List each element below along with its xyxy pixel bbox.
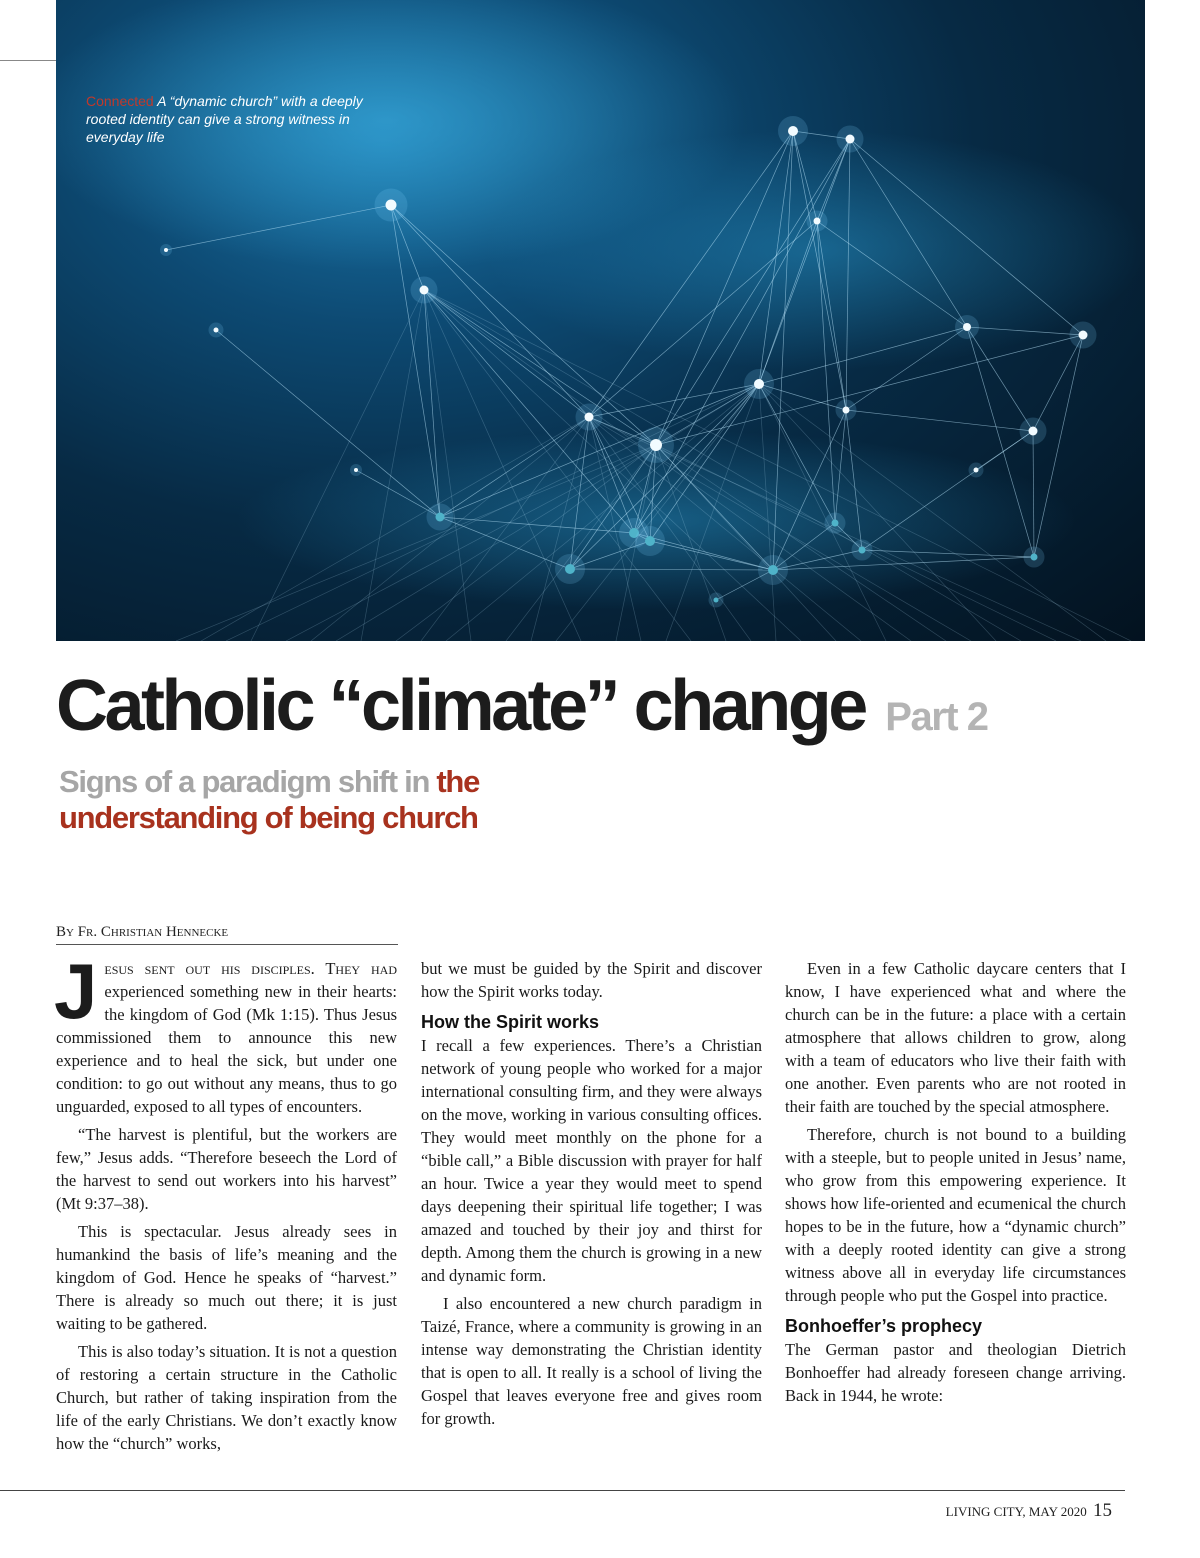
network-node [974,468,979,473]
caption-text: A “dynamic church” with a deeply rooted identity can give a strong witness in everyday life [86,93,363,145]
network-node [1031,554,1038,561]
column-3 [785,957,1126,1412]
network-node [354,468,358,472]
network-node [650,439,662,451]
network-edge [589,384,759,417]
caption-keyword: Connected [86,93,154,109]
article-subtitle [59,764,619,836]
subtitle-grey: Signs of a paradigm shift in [59,764,437,799]
article-title [56,664,987,759]
network-node [436,513,445,522]
network-node [832,520,839,527]
column-2 [421,957,762,1435]
network-node [645,536,655,546]
network-node [214,328,219,333]
network-node [963,323,971,331]
paragraph: I also encountered a new church paradigm in Taizé, France, where a community is growing in an intense way demonstrating the Christian identity that is open to all. It really is a school of living the Gospel that leaves everyone free and gives room for growth. [421,1294,762,1428]
network-node [386,200,397,211]
paragraph: I recall a few experiences. There’s a Christian network of young people who worked for a major international consulting firm, and they were always on the move, working in various consulting offices. They would meet monthly on the phone for a “bible call,” a Bible discussion with prayer for half an hour. Twice a year they would meet to spend days deepening their spiritual life together; I was amazed and touched by their joy and thirst for depth. Among them the church is growing in a new and dynamic form. [421,1036,762,1285]
lead-in: esus sent out his disciples. They had [104,959,397,978]
article-part-label: Part 2 [885,695,988,739]
paragraph: This is also today’s situation. It is not a question of restoring a certain structure in the Catholic Church, but rather of taking inspiration from the life of the early Christians. We don’t exactly know how the “church” works, [56,1342,397,1453]
paragraph: The German pastor and theologian Dietrich Bonhoeffer had already foreseen change arriving. Back in 1944, he wrote: [785,1340,1126,1405]
page-number: 15 [1093,1500,1112,1521]
paragraph: but we must be guided by the Spirit and discover how the Spirit works today. [421,959,762,1001]
network-node [714,598,719,603]
article-title-text: Catholic “climate” change [56,666,865,746]
section-heading: Bonhoeffer’s prophecy [785,1316,983,1336]
network-edge [1033,335,1083,431]
paragraph: Even in a few Catholic daycare centers that I know, I have experienced what and where the church can be in the future: a place with a certain atmosphere that allows children to grow, along with a team of educators who live their faith with one another. Even parents who are not rooted in their faith are touched by the special atmosphere. [785,959,1126,1116]
drop-cap: J [54,947,98,1035]
footer-rule [0,1490,1125,1491]
page-footer [946,1500,1112,1523]
network-node [843,407,850,414]
network-node [788,126,798,136]
network-node [164,248,168,252]
hero-image [56,0,1145,641]
subtitle-red: the understanding of being church [59,764,480,835]
network-node [1079,331,1088,340]
paragraph: Therefore, church is not bound to a building with a steeple, but to people united in Jesus’ name, who grow from this empowering experience. It shows how life-oriented and ecumenical the church hopes to be in the future, how a “dynamic church” with a deeply rooted identity can give a strong witness above all in everyday life circumstances through people who put the Gospel into practice. [785,1125,1126,1305]
network-node [754,379,764,389]
network-node [1029,427,1038,436]
column-1 [54,947,397,1460]
publication-name: LIVING CITY, MAY 2020 [945,1504,1087,1519]
paragraph: This is spectacular. Jesus already sees in humankind the basis of life’s meaning and the kingdom of God. Hence he speaks of “harvest.” There is already so much out there; it is just waiting to be gathered. [56,1222,397,1333]
network-node [585,413,594,422]
paragraph [54,947,397,1118]
photo-caption [86,92,376,146]
network-node [565,564,575,574]
section-heading: How the Spirit works [421,1012,600,1032]
byline: By Fr. Christian Hennecke [56,922,398,945]
paragraph-text: experienced something new in their hearts: the kingdom of God (Mk 1:15). Thus Jesus commissioned them to announce this new experience and to heal the sick, but under one condition: to go out without any means, thus to go unguarded, exposed to all types of encounters. [56,982,397,1116]
network-node [768,565,778,575]
network-node [420,286,429,295]
network-edge [846,410,1033,431]
network-node [814,218,821,225]
network-node [859,547,866,554]
network-node [846,135,855,144]
top-rule [0,60,56,61]
paragraph: “The harvest is plentiful, but the workers are few,” Jesus adds. “Therefore beseech the Lord of the harvest to send out workers into his harvest” (Mt 9:37–38). [56,1125,397,1213]
